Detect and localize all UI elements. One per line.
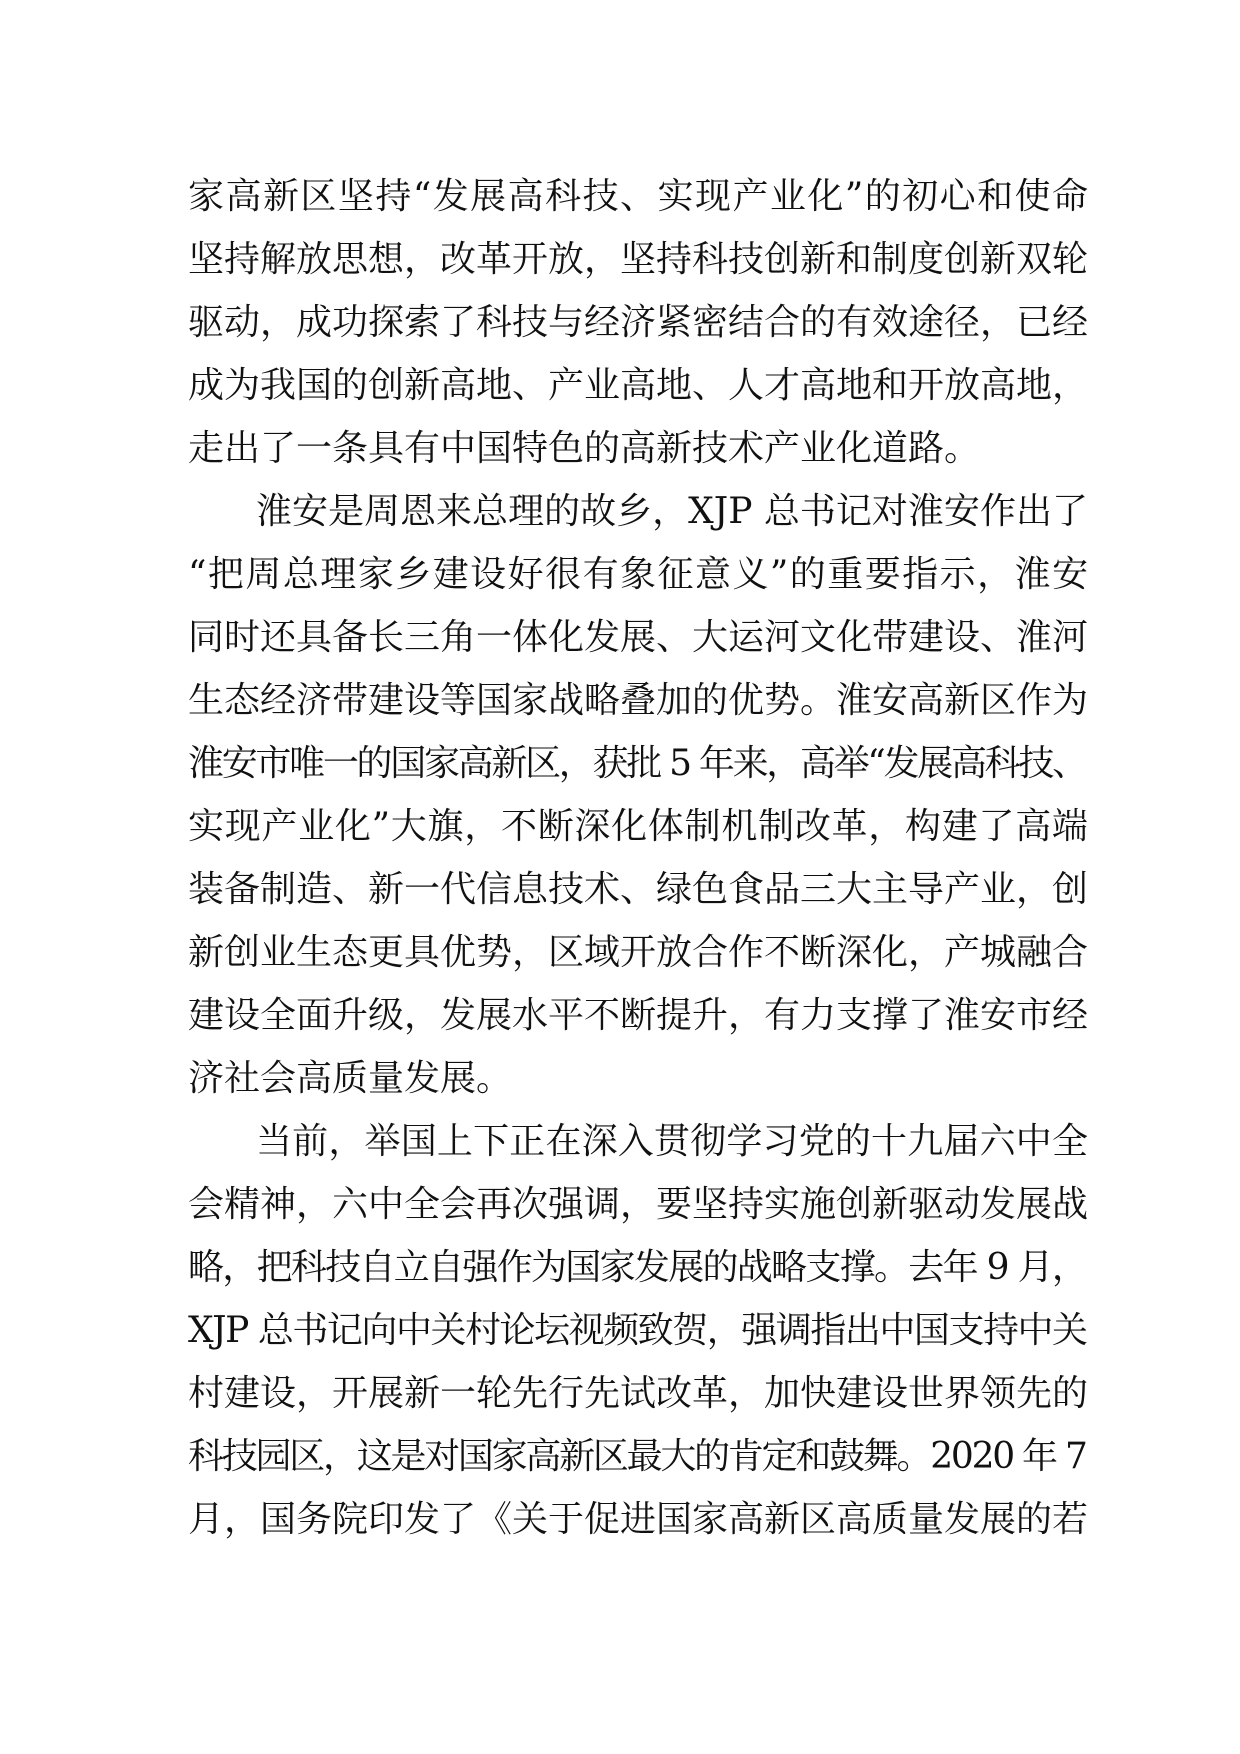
text-line: 月，国务院印发了《关于促进国家高新区高质量发展的若 xyxy=(188,1499,1089,1540)
text-line: 淮安市唯一的国家高新区，获批 5 年来，高举“发展高科技、 xyxy=(188,743,1086,784)
text-line: 淮安是周恩来总理的故乡，XJP 总书记对淮安作出了 xyxy=(256,491,1088,532)
text-line: “把周总理家乡建设好很有象征意义”的重要指示，淮安 xyxy=(188,554,1090,595)
text-line: 建设全面升级，发展水平不断提升，有力支撑了淮安市经 xyxy=(188,995,1089,1036)
text-line: 生态经济带建设等国家战略叠加的优势。淮安高新区作为 xyxy=(188,680,1089,721)
text-line: 走出了一条具有中国特色的高新技术产业化道路。 xyxy=(188,428,981,469)
text-line: 科技园区，这是对国家高新区最大的肯定和鼓舞。2020 年 7 xyxy=(188,1436,1086,1477)
text-line: 坚持解放思想，改革开放，坚持科技创新和制度创新双轮 xyxy=(188,239,1089,280)
body-text xyxy=(188,165,1088,1551)
text-line: 新创业生态更具优势，区域开放合作不断深化，产城融合 xyxy=(188,932,1089,973)
text-line: 略，把科技自立自强作为国家发展的战略支撑。去年 9 月， xyxy=(188,1247,1087,1288)
text-line: 当前，举国上下正在深入贯彻学习党的十九届六中全 xyxy=(256,1121,1089,1162)
text-line: XJP 总书记向中关村论坛视频致贺，强调指出中国支持中关 xyxy=(188,1310,1087,1351)
text-line: 驱动，成功探索了科技与经济紧密结合的有效途径，已经 xyxy=(188,302,1089,343)
text-line: 济社会高质量发展。 xyxy=(188,1058,513,1099)
text-line: 装备制造、新一代信息技术、绿色食品三大主导产业，创 xyxy=(188,869,1089,910)
text-line: 实现产业化”大旗，不断深化体制机制改革，构建了高端 xyxy=(188,806,1089,847)
text-line: 成为我国的创新高地、产业高地、人才高地和开放高地， xyxy=(188,365,1089,406)
text-line: 同时还具备长三角一体化发展、大运河文化带建设、淮河 xyxy=(188,617,1089,658)
text-line: 家高新区坚持“发展高科技、实现产业化”的初心和使命 xyxy=(188,176,1090,217)
text-line: 村建设，开展新一轮先行先试改革，加快建设世界领先的 xyxy=(188,1373,1089,1414)
text-line: 会精神，六中全会再次强调，要坚持实施创新驱动发展战 xyxy=(188,1184,1089,1225)
